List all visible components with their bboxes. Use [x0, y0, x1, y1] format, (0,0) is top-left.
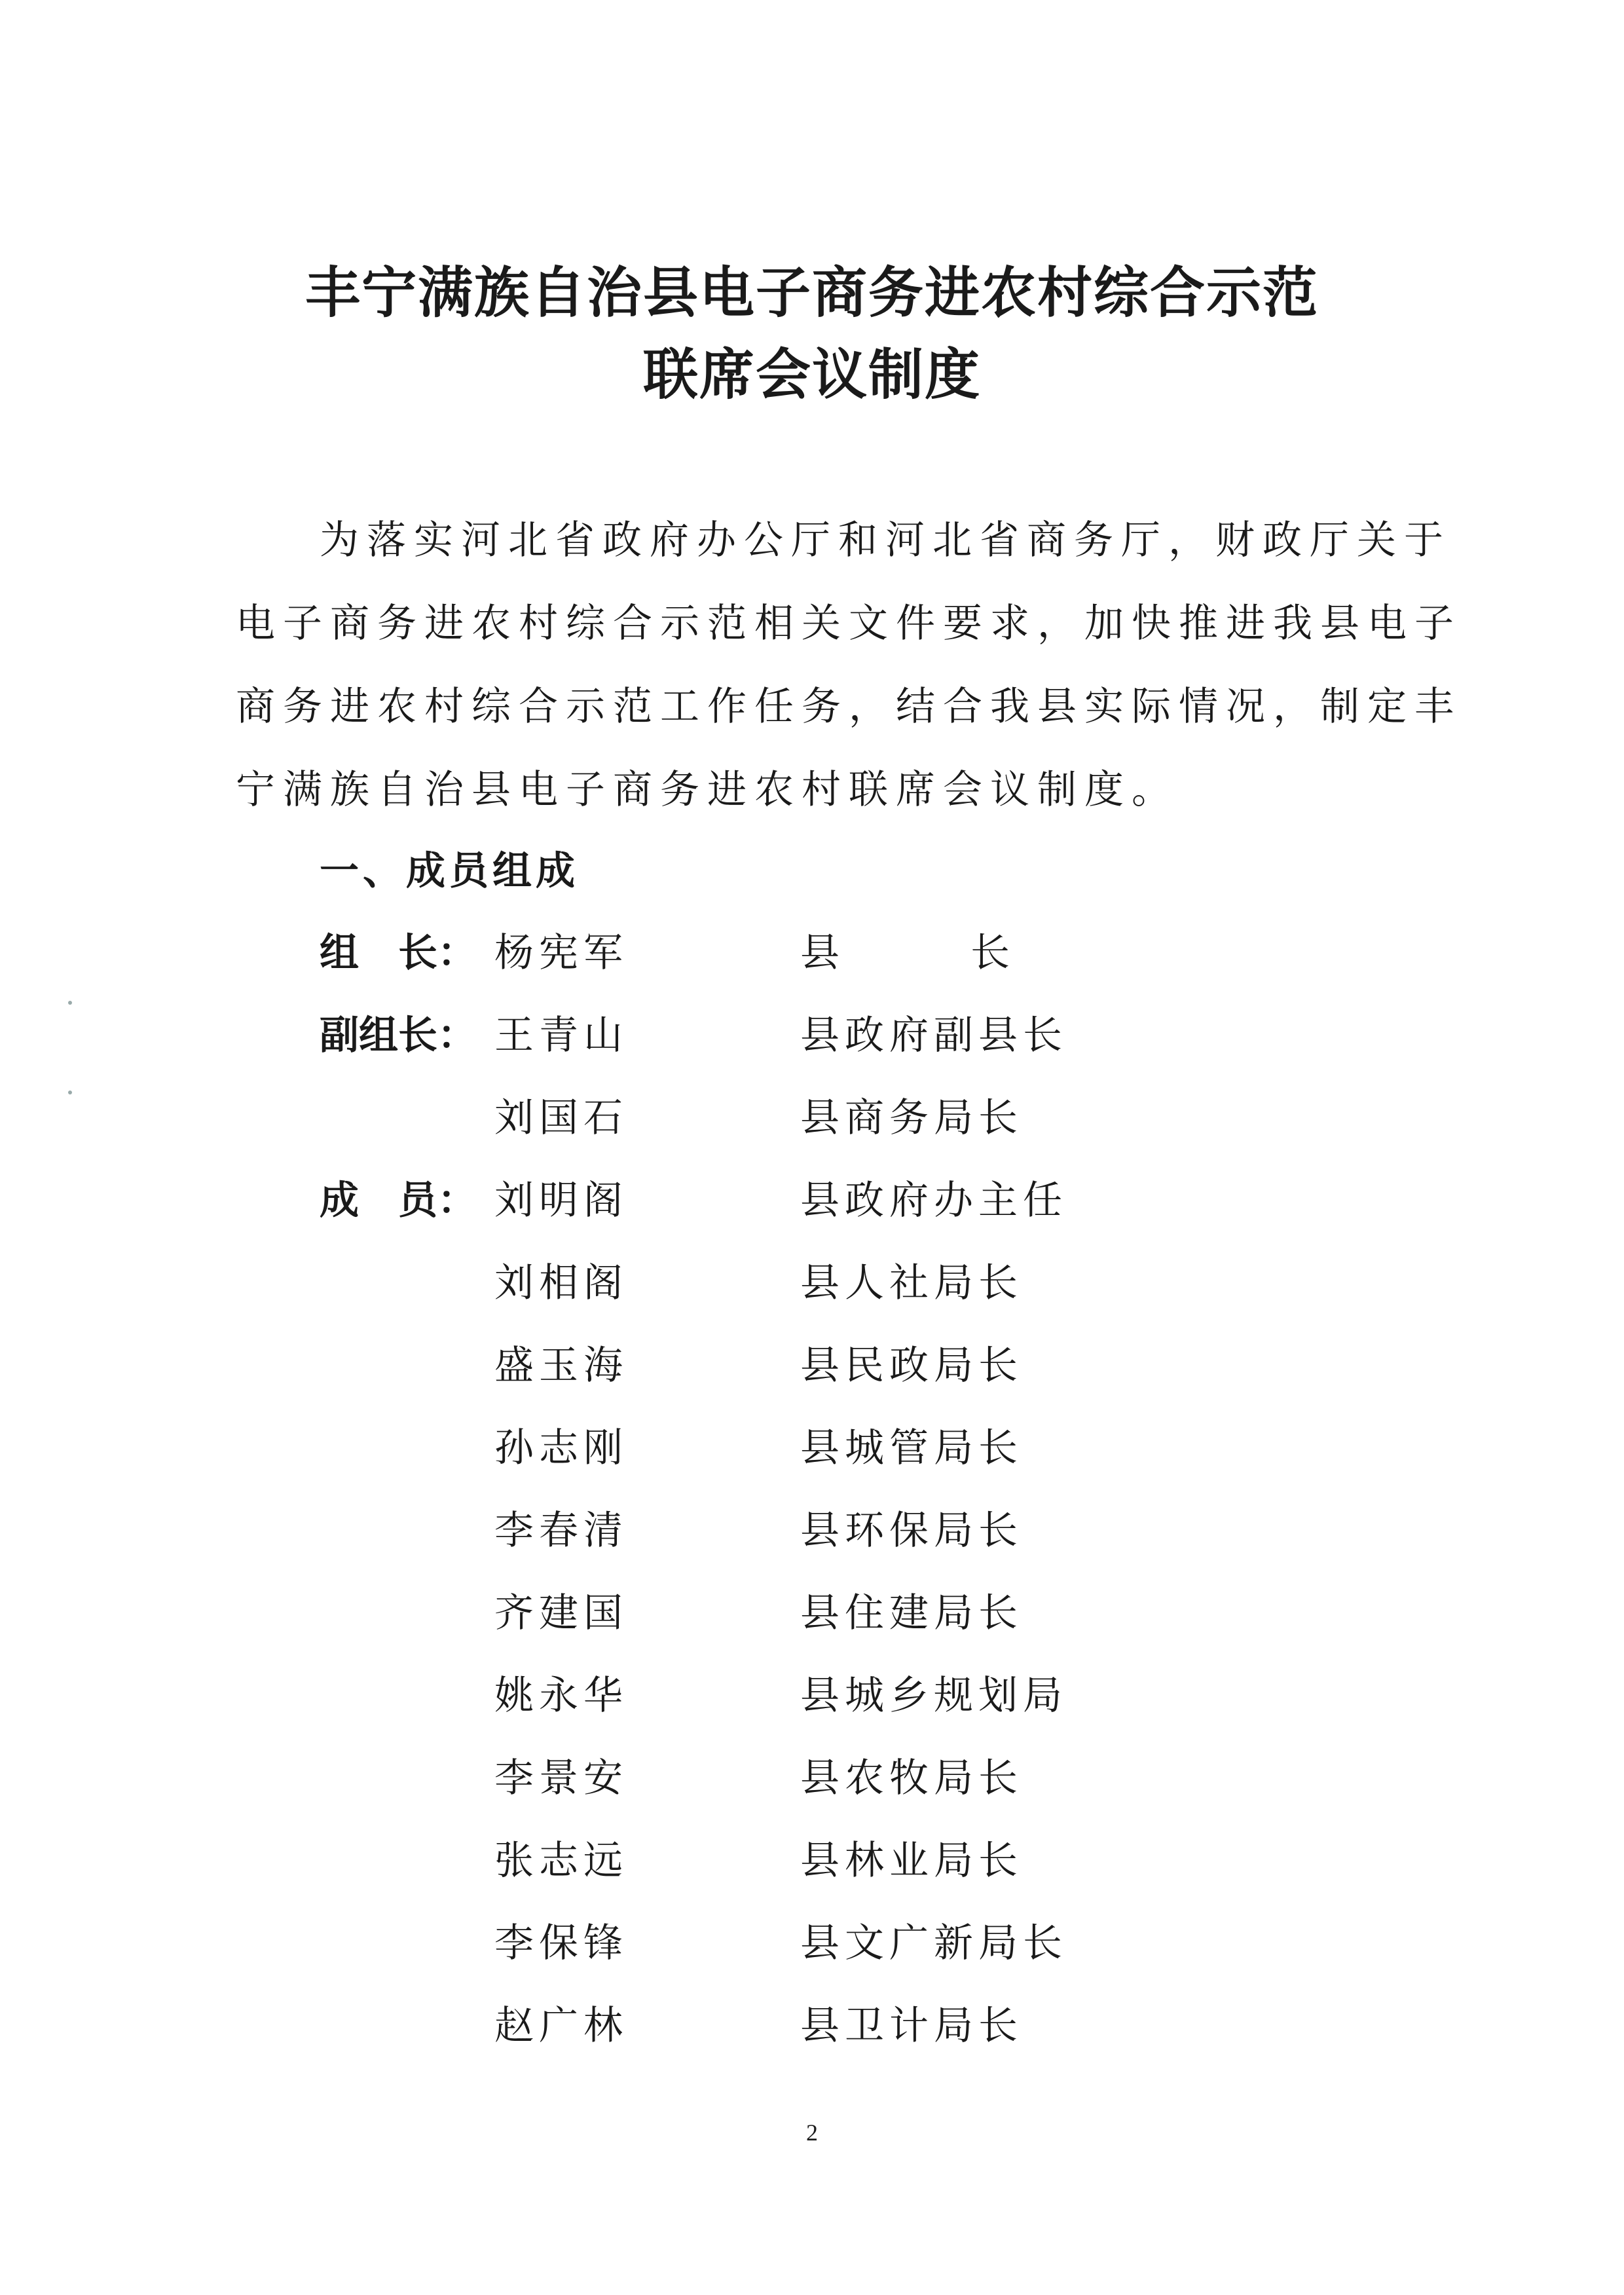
member-post: 县农牧局长	[800, 1755, 1023, 1801]
member-name: 张志远	[494, 1838, 628, 1884]
member-name: 姚永华	[494, 1673, 628, 1719]
scan-speck	[68, 1001, 72, 1005]
member-post: 县政府副县长	[800, 1013, 1067, 1058]
member-post: 县卫计局长	[800, 2003, 1023, 2049]
section-heading-members: 一、成员组成	[320, 848, 579, 894]
member-row	[0, 930, 1624, 979]
member-role: 成 员：	[320, 1178, 477, 1223]
member-row	[0, 1343, 1624, 1392]
member-row	[0, 1095, 1624, 1144]
member-post: 县商务局长	[800, 1095, 1023, 1141]
member-post: 县长	[800, 930, 1141, 976]
member-role: 组 长：	[320, 930, 477, 976]
member-row	[0, 1508, 1624, 1557]
member-row	[0, 1260, 1624, 1309]
member-name: 刘相阁	[494, 1260, 628, 1306]
member-post: 县城管局长	[800, 1425, 1023, 1471]
member-post: 县文广新局长	[800, 1920, 1067, 1966]
document-title-line-2: 联席会议制度	[642, 343, 981, 407]
member-post: 县政府办主任	[800, 1178, 1067, 1223]
member-post: 县环保局长	[800, 1508, 1023, 1554]
member-row	[0, 1425, 1624, 1474]
member-name: 齐建国	[494, 1590, 628, 1636]
scan-speck	[68, 1091, 72, 1094]
member-row	[0, 1755, 1624, 1804]
member-role: 副组长：	[320, 1013, 477, 1058]
member-name: 盛玉海	[494, 1343, 628, 1389]
member-row	[0, 1013, 1624, 1062]
member-name: 刘国石	[494, 1095, 628, 1141]
intro-paragraph-line-2: 电子商务进农村综合示范相关文件要求，加快推进我县电子	[236, 601, 1462, 646]
member-row	[0, 1920, 1624, 1969]
member-name: 赵广林	[494, 2003, 628, 2049]
member-name: 李保锋	[494, 1920, 628, 1966]
member-row	[0, 2003, 1624, 2052]
intro-paragraph-line-4: 宁满族自治县电子商务进农村联席会议制度。	[236, 767, 1179, 813]
member-row	[0, 1673, 1624, 1722]
page-number: 2	[806, 2119, 818, 2146]
intro-paragraph-line-1: 为落实河北省政府办公厅和河北省商务厅，财政厅关于	[320, 517, 1451, 563]
member-row	[0, 1838, 1624, 1887]
member-post: 县民政局长	[800, 1343, 1023, 1389]
member-name: 杨宪军	[494, 930, 628, 976]
member-post: 县林业局长	[800, 1838, 1023, 1884]
intro-paragraph-line-3: 商务进农村综合示范工作任务，结合我县实际情况，制定丰	[236, 684, 1462, 730]
member-post: 县人社局长	[800, 1260, 1023, 1306]
member-name: 孙志刚	[494, 1425, 628, 1471]
member-name: 李春清	[494, 1508, 628, 1554]
member-post: 县住建局长	[800, 1590, 1023, 1636]
member-row	[0, 1590, 1624, 1639]
member-post: 县城乡规划局	[800, 1673, 1067, 1719]
member-name: 刘明阁	[494, 1178, 628, 1223]
member-name: 王青山	[494, 1013, 628, 1058]
document-title-line-1: 丰宁满族自治县电子商务进农村综合示范	[304, 261, 1319, 325]
member-name: 李景安	[494, 1755, 628, 1801]
member-row	[0, 1178, 1624, 1227]
